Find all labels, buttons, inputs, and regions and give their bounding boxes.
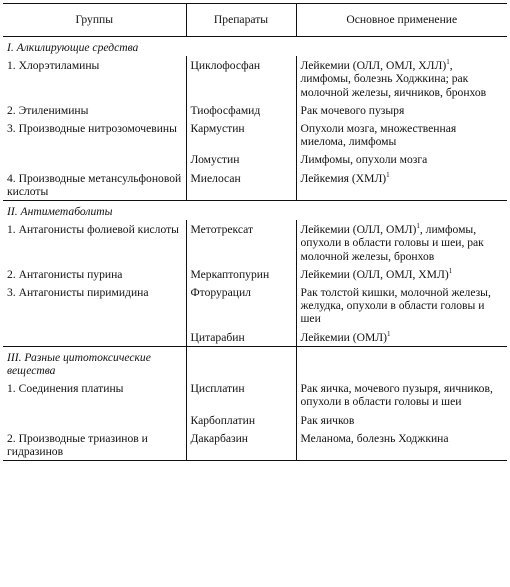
table-row	[3, 220, 507, 265]
use-cell	[296, 169, 507, 201]
group-cell: 2. Производные триазинов и гидразинов	[3, 429, 186, 461]
table-row	[3, 169, 507, 201]
group-cell	[3, 328, 186, 347]
section-title: II. Антиметаболиты	[3, 201, 507, 221]
table-row	[3, 328, 507, 347]
table-row	[3, 411, 507, 429]
use-cell	[296, 328, 507, 347]
table-row	[3, 379, 507, 410]
table-row	[3, 150, 507, 168]
use-cell: Лимфомы, опухоли мозга	[300, 153, 428, 167]
use-text: Лейкемии (ОМЛ)	[300, 330, 388, 344]
drug-cell: Тиофосфамид	[186, 101, 296, 119]
table-row	[3, 56, 507, 101]
use-text-cont: , лимфомы, болезнь Ходжкина; рак молочной железы, яичников, бронхов	[300, 59, 487, 99]
drug-cell: Цитарабин	[186, 328, 296, 347]
drug-cell: Цисплатин	[186, 379, 296, 410]
drug-cell: Ломустин	[186, 150, 296, 168]
group-cell: 1. Соединения платины	[7, 382, 124, 396]
drug-cell: Фторурацил	[186, 283, 296, 328]
group-cell: 1. Антагонисты фолиевой кислоты	[7, 223, 179, 237]
section-row	[3, 201, 507, 221]
drug-cell: Карбоплатин	[186, 411, 296, 429]
footnote-mark: 1	[446, 58, 450, 67]
antitumor-drugs-table	[3, 3, 507, 461]
drug-cell: Метотрексат	[186, 220, 296, 265]
use-text: Лейкемия (ХМЛ)	[300, 171, 387, 185]
group-cell: 4. Производные метансульфоновой кислоты	[7, 171, 182, 198]
footnote-mark: 1	[448, 266, 453, 275]
group-cell: 3. Антагонисты пиримидина	[7, 286, 149, 300]
group-cell	[3, 150, 186, 168]
header-groups: Группы	[3, 4, 186, 37]
use-text: Лейкемии (ОЛЛ, ОМЛ)	[300, 223, 417, 237]
drug-cell: Дакарбазин	[186, 429, 296, 461]
group-cell: 2. Антагонисты пурина	[7, 267, 123, 281]
drug-cell: Циклофосфан	[186, 56, 296, 101]
section-title: I. Алкилирующие средства	[3, 37, 507, 57]
empty-cell	[296, 346, 507, 379]
use-cell	[296, 220, 507, 265]
group-cell	[3, 411, 186, 429]
table-header-row	[3, 4, 507, 37]
group-cell: 3. Производные нитрозомочевины	[7, 122, 177, 136]
use-cell: Рак яичка, мочевого пузыря, яичников, опухоли в области головы и шеи	[300, 382, 493, 409]
group-cell: 1. Хлорэтиламины	[7, 59, 100, 73]
table-row	[3, 101, 507, 119]
table-row	[3, 119, 507, 150]
drug-cell: Миелосан	[186, 169, 296, 201]
use-text: Лейкемии (ОЛЛ, ОМЛ, ХЛЛ)	[300, 59, 447, 73]
table-row	[3, 283, 507, 328]
use-cell: Рак толстой кишки, молочной железы, желудка, опухоли в области головы и шеи	[300, 286, 491, 326]
empty-cell	[186, 346, 296, 379]
group-cell: 2. Этиленимины	[7, 103, 89, 117]
section-row	[3, 346, 507, 379]
drug-cell: Кармустин	[186, 119, 296, 150]
use-cell	[296, 56, 507, 101]
use-text-cont: , лимфомы, опухоли в области головы и шеи, рак молочной железы, бронхов	[300, 223, 484, 263]
footnote-mark: 1	[386, 170, 390, 179]
section-row	[3, 37, 507, 57]
use-cell	[296, 265, 507, 283]
section-title: III. Разные цитотоксические вещества	[3, 346, 186, 379]
footnote-mark: 1	[387, 329, 391, 338]
footnote-mark: 1	[416, 222, 420, 231]
header-use: Основное применение	[296, 4, 507, 37]
table-row	[3, 429, 507, 461]
use-cell: Опухоли мозга, множественная миелома, лимфомы	[300, 122, 457, 149]
drug-cell: Меркаптопурин	[186, 265, 296, 283]
use-cell: Рак мочевого пузыря	[300, 103, 405, 117]
header-drugs: Препараты	[186, 4, 296, 37]
use-cell: Рак яичков	[300, 413, 355, 427]
table-row	[3, 265, 507, 283]
use-text: Лейкемии (ОЛЛ, ОМЛ, ХМЛ)	[300, 267, 449, 281]
use-cell: Меланома, болезнь Ходжкина	[296, 429, 507, 461]
